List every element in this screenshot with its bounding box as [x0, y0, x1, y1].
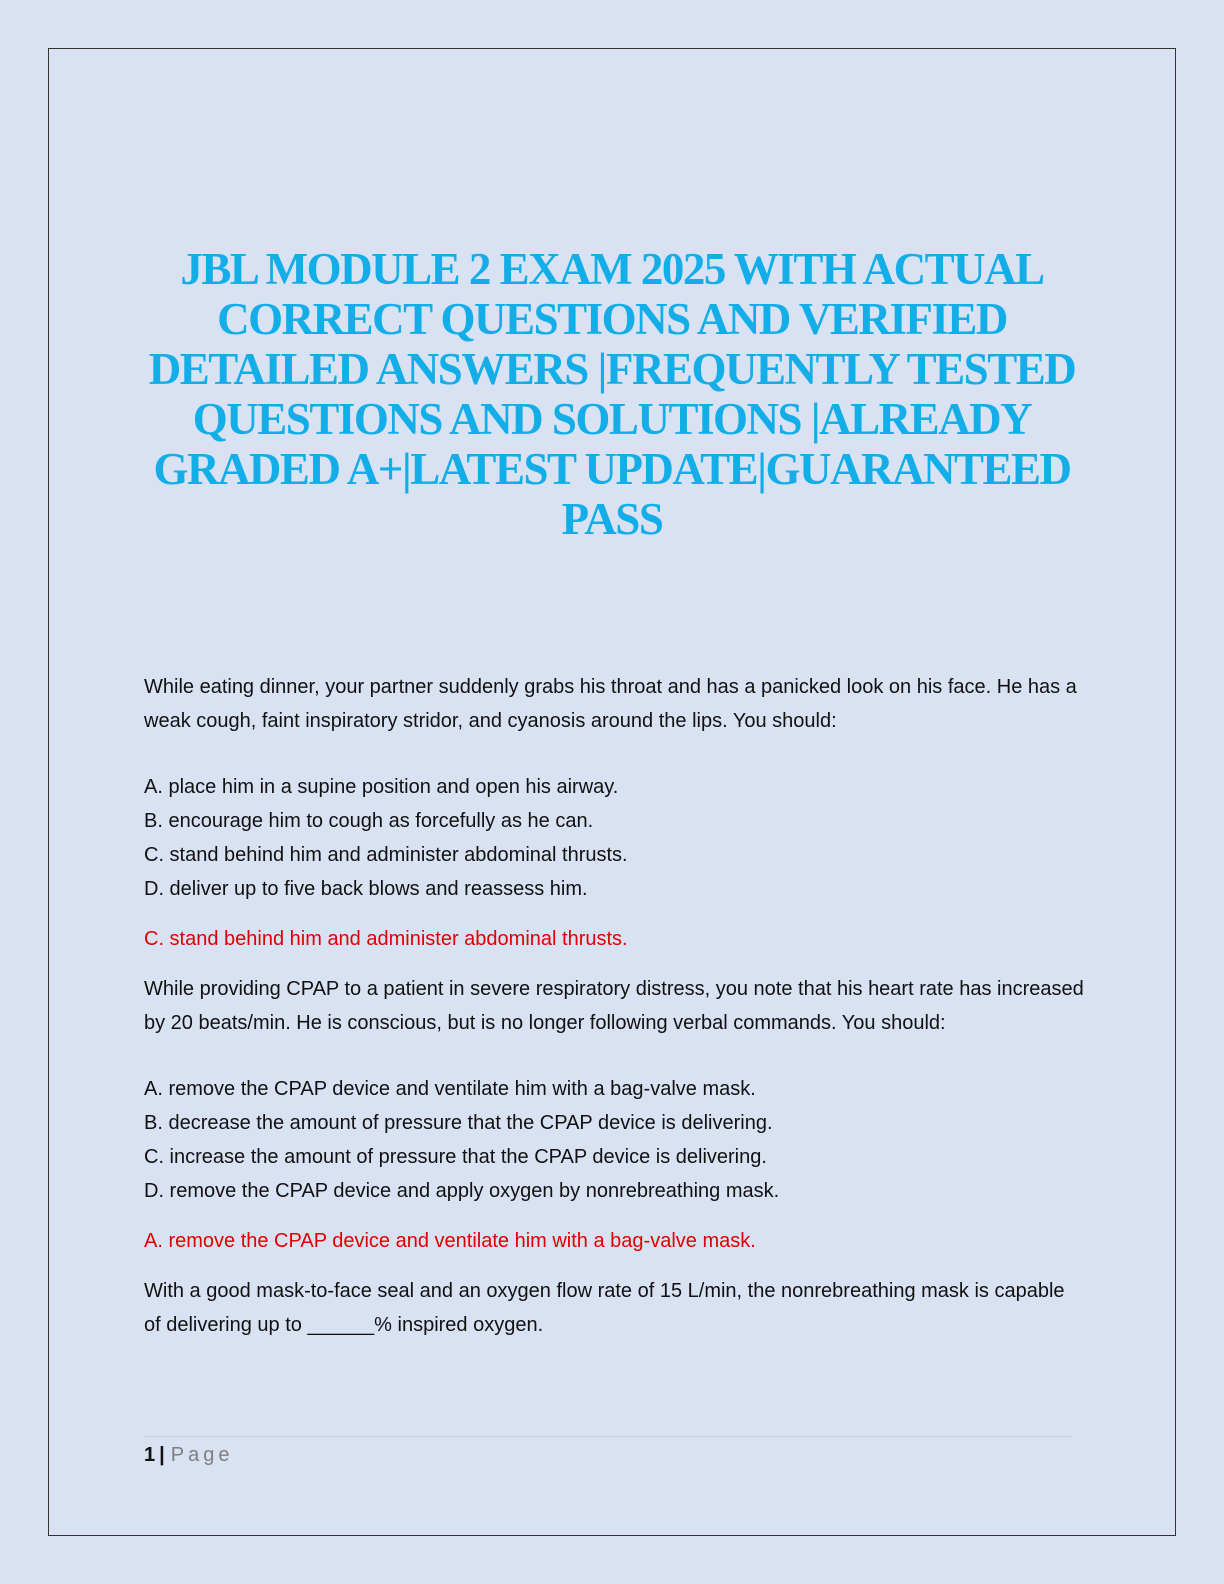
option-d: D. remove the CPAP device and apply oxygen by nonrebreathing mask. [144, 1180, 780, 1202]
question-text: With a good mask-to-face seal and an oxygen flow rate of 15 L/min, the nonrebreathing mask is capable of delivering up to ______% inspired oxygen. [144, 1280, 1065, 1336]
question-text: While providing CPAP to a patient in severe respiratory distress, you note that his heart rate has increased by 20 beats/min. He is conscious, but is no longer following verbal commands. You should: [144, 978, 1084, 1034]
question-list [144, 670, 1084, 1342]
option-b: B. decrease the amount of pressure that the CPAP device is delivering. [144, 1112, 773, 1134]
option-list [144, 1072, 1084, 1208]
question-3 [144, 1274, 1084, 1342]
page-number: 1 [144, 1444, 156, 1466]
question-1 [144, 670, 1084, 956]
option-c: C. stand behind him and administer abdominal thrusts. [144, 844, 628, 866]
option-a: A. remove the CPAP device and ventilate him with a bag-valve mask. [144, 1078, 756, 1100]
option-list [144, 770, 1084, 906]
option-b: B. encourage him to cough as forcefully as he can. [144, 810, 594, 832]
correct-answer: A. remove the CPAP device and ventilate him with a bag-valve mask. [144, 1230, 756, 1252]
question-2 [144, 972, 1084, 1258]
document-title: JBL MODULE 2 EXAM 2025 WITH ACTUAL CORRECT QUESTIONS AND VERIFIED DETAILED ANSWERS |FREQUENTLY TESTED QUESTIONS AND SOLUTIONS |ALREADY GRADED A+|LATEST UPDATE|GUARANTEED PASS [148, 244, 1076, 544]
option-a: A. place him in a supine position and open his airway. [144, 776, 619, 798]
page-footer [144, 1436, 1072, 1469]
page-label: Page [170, 1444, 234, 1466]
option-c: C. increase the amount of pressure that the CPAP device is delivering. [144, 1146, 767, 1168]
page-separator: | [159, 1444, 165, 1466]
correct-answer: C. stand behind him and administer abdominal thrusts. [144, 928, 628, 950]
question-text: While eating dinner, your partner suddenly grabs his throat and has a panicked look on his face. He has a weak cough, faint inspiratory stridor, and cyanosis around the lips. You should: [144, 676, 1077, 732]
option-d: D. deliver up to five back blows and reassess him. [144, 878, 588, 900]
